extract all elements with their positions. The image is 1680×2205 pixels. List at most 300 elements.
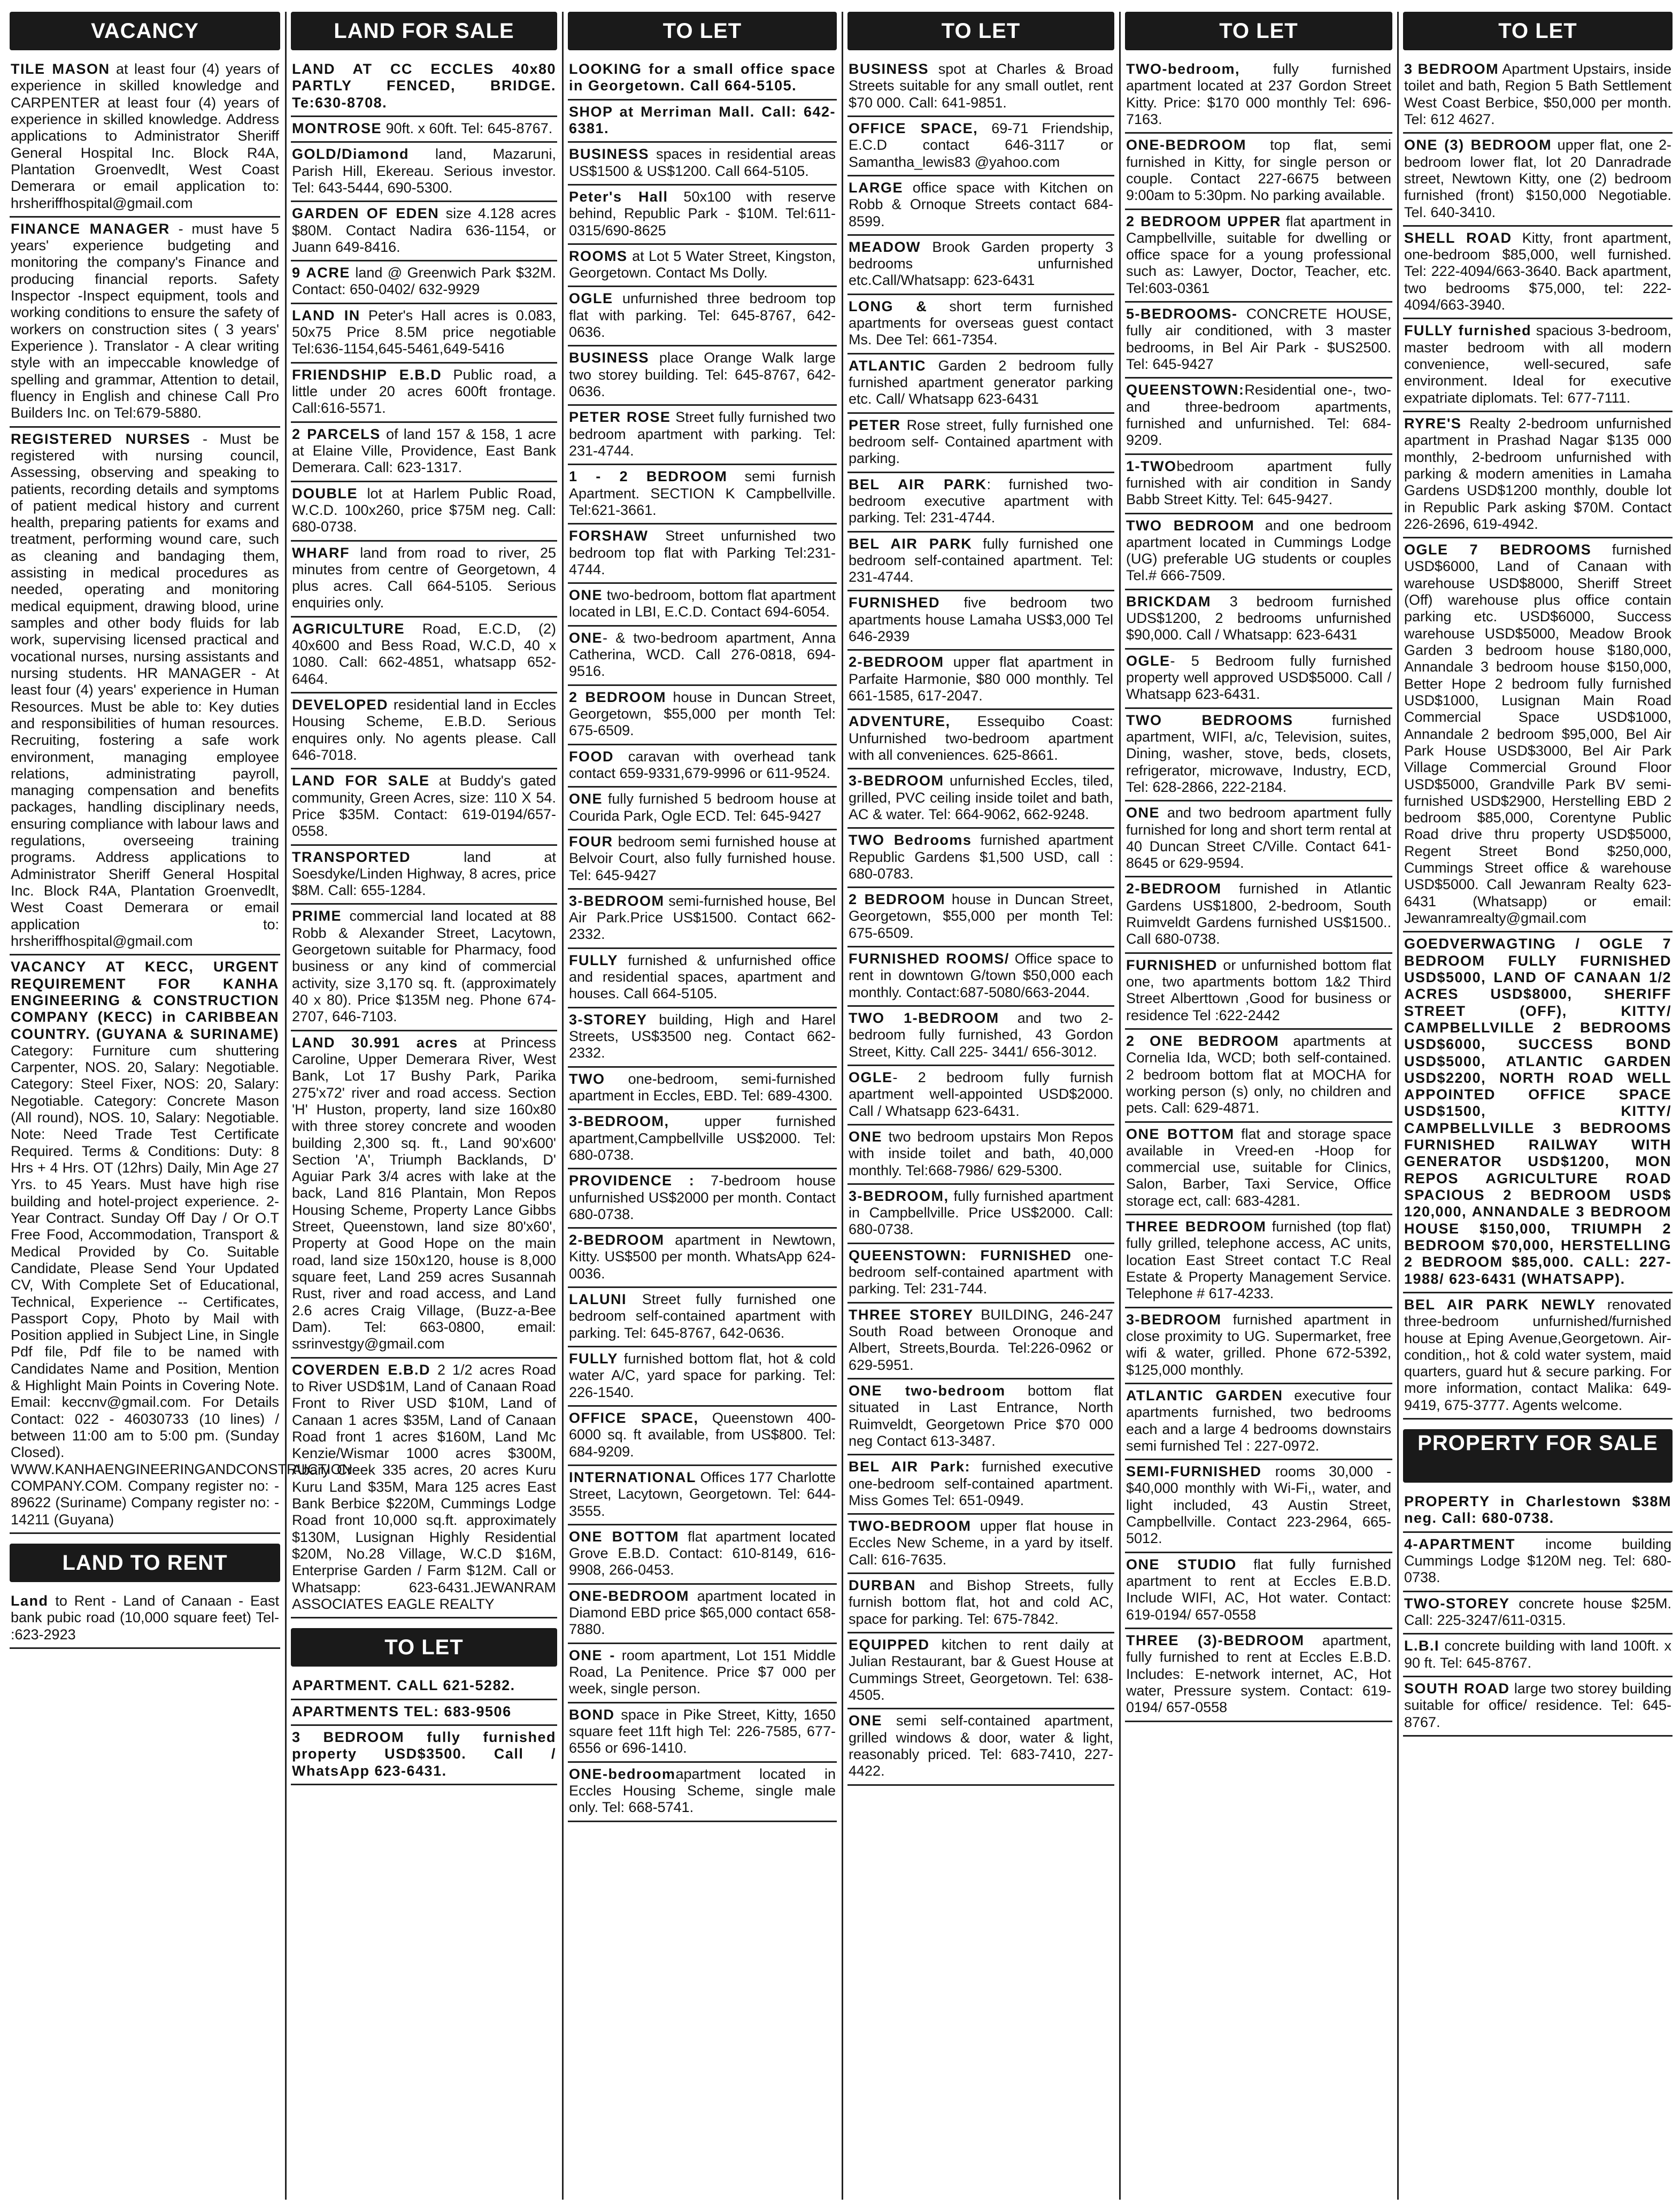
ad-body: semi furnish Apartment. SECTION K Campbellville. Tel:621-3661. bbox=[569, 468, 836, 518]
ad-body: Street fully furnished one bedroom self-contained apartment with parking. Tel: 645-8767, 642-0636. bbox=[569, 1291, 836, 1341]
classified-ad bbox=[568, 1703, 837, 1763]
classified-ad bbox=[568, 1229, 837, 1288]
ad-body: furnished USD$6000, Land of Canaan with warehouse USD$8000, Sheriff Street (Off) warehouse plus office contain parking etc. USD$6000, Success warehouse USD$5000, Meadow Brook Garden 3 bedroom house $180,000, Annandale 3 bedroom house $150,000, Better Hope 2 bedroom fully furnished USD$1000, Lusignan Main Road Commercial Space USD$1000, Annandale 2 bedroom $95,000, Bel Air Park House USD$3000, Bel Air Park Village Commercial Ground Floor USD$5000, Grandville Park BV semi- furnished USD$2900, Herstelling EBD 2 bedroom $85,000, Corentyne Public Road drive thru property USD$5000, Regent Street Bond $250,000, Cummings Street office & warehouse USD$5000. Call Jewanram Realty 623-6431 (Whatsapp) or email: Jewanramrealty@gmail.com bbox=[1404, 542, 1672, 926]
classified-ad bbox=[847, 414, 1114, 473]
ad-body: 69-71 Friendship, E.C.D contact 646-3117 or Samantha_lewis83 @yahoo.com bbox=[849, 120, 1113, 170]
classified-ad bbox=[568, 830, 837, 890]
classified-ad bbox=[291, 364, 557, 423]
ad-body: flat apartment located Grove E.B.D. Contact: 610-8149, 616-9908, 266-0453. bbox=[569, 1528, 836, 1578]
classified-ad bbox=[568, 1008, 837, 1068]
ad-body: renovated three-bedroom unfurnished/furnished house at Eping Avenue,Georgetown. Air-condition,, hot & cold water system, maid quarters, guard hut & secure parking. For more information, contact Malika: 649-9419, 675-3777. Agents welcome. bbox=[1404, 1296, 1671, 1413]
ad-lead: TWO-bedroom, bbox=[1126, 61, 1240, 77]
ad-lead: ONE bbox=[849, 1128, 883, 1145]
ad-body: furnished in Atlantic Gardens US$1800, 2-bedroom, South Ruimveldt Gardens furnished US$1500.. Call 680-0738. bbox=[1126, 881, 1391, 947]
section-header: TO LET bbox=[568, 12, 837, 50]
ad-lead: Peter's Hall bbox=[569, 188, 668, 205]
ad-body: and Bishop Streets, fully furnish bottom flat, hot and cold AC, space for parking. Tel: 675-7842. bbox=[849, 1577, 1113, 1627]
classified-ad bbox=[1125, 134, 1392, 210]
ad-body: residential land in Eccles Housing Scheme, E.B.D. Serious enquires only. No agents please. Call 646-7018. bbox=[292, 697, 556, 763]
classified-ad bbox=[847, 58, 1114, 117]
classified-ad bbox=[1125, 954, 1392, 1030]
ad-lead: OGLE bbox=[849, 1069, 893, 1085]
ad-lead: 3-BEDROOM bbox=[1126, 1311, 1222, 1328]
classified-ad bbox=[1125, 709, 1392, 802]
ad-lead: 1 - 2 BEDROOM bbox=[569, 468, 728, 485]
ad-lead: BEL AIR PARK bbox=[849, 535, 973, 552]
classified-ad bbox=[568, 465, 837, 525]
ad-lead: ONE STUDIO bbox=[1126, 1556, 1237, 1572]
ad-body: commercial land located at 88 Robb & Alexander Street, Lacytown, Georgetown suitable for Pharmacy, food business or any kind of commercial activity, size 3,170 sq. ft. (approximately 40 x 80). Price $135M neg. Phone 674-2707, 646-7103. bbox=[292, 908, 556, 1025]
classified-ad bbox=[1125, 877, 1392, 953]
ad-lead: WHARF bbox=[292, 544, 350, 561]
ad-lead: ONE bbox=[569, 629, 603, 646]
ad-lead: SEMI-FURNISHED bbox=[1126, 1463, 1262, 1480]
classified-ad bbox=[847, 473, 1114, 533]
classified-ad bbox=[1403, 1490, 1673, 1533]
classified-ad bbox=[568, 58, 837, 101]
ad-body: office space with Kitchen on Robb & Ornoque Streets contact 684-8599. bbox=[849, 179, 1113, 229]
ad-body: - must have 5 years' experience budgeting and monitoring the company's Finance and producing financial reports. Safety Inspector -Inspect equipment, tools and working conditions to ensure the safety of workers on construction sites ( 3 years' Experience ). Translator - A clear writing style with an impeccable knowledge of spelling and grammar, Attention to detail, fluency in English and chinese Call Pro Builders Inc. on Tel:679-5880. bbox=[11, 220, 279, 421]
ad-body: - & two-bedroom apartment, Anna Catherina, WCD. Call 276-0818, 694-9516. bbox=[569, 629, 836, 680]
ad-body: at Buddy's gated community, Green Acres, size: 110 X 54. Price $35M. Contact: 619-0194/657-0558. bbox=[292, 773, 556, 839]
classified-ad bbox=[847, 1455, 1114, 1515]
ad-lead: ROOMS bbox=[569, 248, 628, 264]
classified-ad bbox=[291, 1726, 557, 1785]
ad-lead: 5-BEDROOMS- bbox=[1126, 306, 1238, 322]
ad-lead: 4-APARTMENT bbox=[1404, 1536, 1515, 1552]
section-header: TO LET bbox=[291, 1628, 557, 1667]
ad-lead: ONE two-bedroom bbox=[849, 1382, 1006, 1399]
ad-lead: OFFICE SPACE, bbox=[569, 1409, 699, 1426]
ad-body: Offices 177 Charlotte Street, Lacytown, Georgetown. Tel: 644-3555. bbox=[569, 1469, 836, 1519]
classified-ad bbox=[10, 955, 353, 1534]
column-to-let-3 bbox=[1122, 12, 1396, 2200]
ad-lead: ONE (3) BEDROOM bbox=[1404, 137, 1552, 153]
classified-ad bbox=[10, 1590, 280, 1649]
classified-ad bbox=[847, 591, 1114, 651]
classified-ad bbox=[10, 58, 280, 218]
ad-body: building, High and Harel Streets, US$3500 neg. Contact 662-2332. bbox=[569, 1011, 836, 1061]
ad-lead: PETER bbox=[849, 417, 901, 433]
ad-body: upper furnished apartment,Campbellville US$2000. Tel: 680-0738. bbox=[569, 1113, 836, 1163]
ad-body: Peter's Hall acres is 0.083, 50x75 Price 8.5M price negotiable Tel:636-1154,645-5461,649-5416 bbox=[292, 307, 557, 357]
ad-lead: FULLY furnished bbox=[1404, 322, 1532, 339]
ad-lead: ATLANTIC GARDEN bbox=[1126, 1387, 1283, 1404]
classified-ad bbox=[1403, 412, 1673, 538]
classified-ad bbox=[1125, 801, 1392, 877]
ad-body: upper flat house in Eccles New Scheme, in a yard by itself. Call: 616-7635. bbox=[849, 1518, 1113, 1568]
ad-body: : furnished two-bedroom executive apartment with parking. Tel: 231-4744. bbox=[849, 476, 1113, 526]
classified-ad bbox=[568, 1068, 837, 1111]
ad-lead: QUEENSTOWN: FURNISHED bbox=[849, 1247, 1072, 1263]
classified-ad bbox=[847, 888, 1114, 947]
ad-body: apartment located in Diamond EBD price $65,000 contact 658-7880. bbox=[569, 1587, 836, 1638]
ad-body: caravan with overhead tank contact 659-9331,679-9996 or 611-9524. bbox=[569, 748, 836, 781]
ad-lead: OFFICE SPACE, bbox=[849, 120, 978, 136]
ad-body: 3 bedroom furnished UDS$1200, 2 bedrooms unfurnished $90,000. Call / Whatsapp: 623-6431 bbox=[1126, 593, 1391, 643]
classified-ad bbox=[1403, 538, 1673, 932]
ad-lead: COVERDEN E.B.D bbox=[292, 1361, 430, 1378]
classified-ad bbox=[10, 428, 280, 956]
ad-body: bedroom semi furnished house at Belvoir Court, also fully furnished house. Tel: 645-9427 bbox=[569, 833, 836, 883]
ad-lead: BEL AIR Park: bbox=[849, 1459, 970, 1475]
ad-body: upper flat apartment in Parfaite Harmonie, $80 000 monthly. Tel 661-1585, 617-2047. bbox=[849, 654, 1113, 704]
ad-body: large two storey building suitable for office/ residence. Tel: 645-8767. bbox=[1404, 1680, 1671, 1730]
ad-body: - 5 Bedroom fully furnished property well approved USD$5000. Call / Whatsapp 623-6431. bbox=[1126, 652, 1391, 703]
ad-lead: QUEENSTOWN: bbox=[1126, 382, 1245, 398]
ad-body: rooms 30,000 - $40,000 monthly with Wi-Fi,, water, and light included, 43 Austin Street, Campbellville. Contact 223-2964, 665-5012. bbox=[1126, 1463, 1391, 1547]
ad-lead: GARDEN OF EDEN bbox=[292, 205, 440, 222]
ad-lead: GOEDVERWAGTING / OGLE 7 BEDROOM FULLY FURNISHED USD$5000, LAND OF CANAAN 1/2 ACRES USD$8000, SHERIFF STREET (OFF), KITTY/ CAMPBELLVILLE 2 BEDROOMS USD$6000, SUCCESS BOND USD$5000, ATLANTIC GARDEN USD$2200, NORTH ROAD WELL APPOINTED OFFICE SPACE USD$1500, KITTY/ CAMPBELLVILLE 3 BEDROOMS FURNISHED RAILWAY WITH GENERATOR USD$1200, MON REPOS AGRICULTURE ROAD SPACIOUS 2 BEDROOM USD$ 120,000, ANNANDALE 3 BEDROOM HOUSE $150,000, TRIUMPH 2 BEDROOM $70,000, HERSTELLING 2 BEDROOM $85,000. CALL: 227-1988/ 623-6431 (WHATSAPP). bbox=[1404, 936, 1671, 1287]
ad-body: apartment, fully furnished to rent at Eccles E.B.D. Includes: E-network internet, AC, Hot water, Pressure system. Contact: 619-0194/ 657-0558 bbox=[1126, 1632, 1391, 1716]
ad-lead: ONE-BEDROOM bbox=[569, 1587, 689, 1604]
classified-ad bbox=[847, 1304, 1114, 1379]
ad-lead: LAND 30.991 acres bbox=[292, 1034, 458, 1051]
ad-lead: EQUIPPED bbox=[849, 1637, 930, 1653]
ad-lead: 3-BEDROOM, bbox=[849, 1188, 949, 1204]
ad-body: house in Duncan Street, Georgetown, $55,000 per month Tel: 675-6509. bbox=[569, 689, 836, 739]
ad-lead: OGLE bbox=[569, 290, 613, 307]
ad-body: semi-furnished house, Bel Air Park.Price US$1500. Contact 662-2332. bbox=[569, 892, 836, 943]
ad-lead: TWO 1-BEDROOM bbox=[849, 1010, 999, 1026]
ad-body: furnished apartment in close proximity to UG. Supermarket, free wifi & water, grilled. Phone 672-5392, $125,000 monthly. bbox=[1126, 1311, 1391, 1378]
ad-lead: ADVENTURE, bbox=[849, 713, 951, 730]
classified-ad bbox=[1125, 650, 1392, 709]
ad-lead: 2 BEDROOM bbox=[849, 891, 946, 908]
classified-ad bbox=[1125, 58, 1392, 134]
column-divider bbox=[285, 12, 287, 2200]
ad-body: at Princess Caroline, Upper Demerara River, West Bank, Lot 17 Bushy Park, Parika 275'x72' river and road access. Section 'H' Huston, property, land size 160x80 with three storey concrete and wooden building 2,300 sq. ft., Land 90'x600' Section 'A', Triumph Backlands, D' Aguiar Park 3/4 acres with lake at the back, Land 816 Plantain, Mon Repos Housing Scheme, Property Lance Gibbs Street, Queenstown, land size 80'x60', Property at Good Hope on the main road, land size 150x120, house is 8,000 square feet, Land 259 acres Susannah Rust, river and road access, and Land 2.6 acres Craig Village, (Buzz-a-Bee Dam). Tel: 663-0800, email: ssrinvestgy@gmail.com bbox=[292, 1034, 556, 1352]
ad-body: spacious 3-bedroom, master bedroom with all modern convenience, well-secured, safe environment. Ideal for executive expatriate diplomats. Tel: 677-7111. bbox=[1404, 322, 1671, 406]
ad-body: spot at Charles & Broad Streets suitable for any small outlet, rent $70 000. Call: 641-9851. bbox=[849, 61, 1113, 111]
ad-lead: TWO Bedrooms bbox=[849, 832, 972, 849]
classified-ad bbox=[1403, 1677, 1673, 1737]
ad-body: place Orange Walk large two storey building. Tel: 645-8767, 642-0636. bbox=[569, 350, 836, 399]
classified-ad bbox=[1403, 134, 1673, 227]
ad-body: and two bedroom apartment fully furnished for long and short term rental at 40 Duncan Street C/Ville. Contact 641-8645 or 629-9594. bbox=[1126, 805, 1391, 872]
ad-lead: TWO BEDROOMS bbox=[1126, 712, 1293, 728]
ad-lead: DEVELOPED bbox=[292, 697, 389, 713]
classified-ad bbox=[291, 58, 557, 117]
classified-ad bbox=[1125, 1123, 1392, 1216]
ad-lead: RYRE'S bbox=[1404, 415, 1462, 431]
classified-ad bbox=[847, 354, 1114, 414]
ad-lead: SOUTH ROAD bbox=[1404, 1680, 1510, 1697]
ad-body: - 2 bedroom fully furnish apartment well-appointed USD$2000. Call / Whatsapp 623-6431. bbox=[849, 1069, 1113, 1119]
ad-lead: REGISTERED NURSES bbox=[11, 430, 191, 447]
classified-ad bbox=[847, 1574, 1114, 1633]
classified-ad bbox=[291, 304, 557, 364]
ad-body: unfurnished three bedroom top flat with parking. Tel: 645-8767, 642-0636. bbox=[569, 290, 836, 341]
section-header: VACANCY bbox=[10, 12, 280, 50]
classified-ad bbox=[847, 947, 1114, 1007]
ad-body: Residential one-, two- and three-bedroom apartments, furnished and unfurnished. Tel: 684-9209. bbox=[1126, 382, 1391, 449]
classified-ad bbox=[1125, 1460, 1392, 1553]
ad-body: Apartment Upstairs, inside toilet and bath, Region 5 Bath Settlement West Coast Berbice, $50,000 per month. Tel: 612 4627. bbox=[1404, 61, 1671, 127]
ad-body: land, Mazaruni, Parish Hill, Ekereau. Serious investor. Tel: 643-5444, 690-5300. bbox=[292, 146, 556, 196]
classified-ad bbox=[291, 117, 557, 143]
ad-body: short term furnished apartments for overseas guest contact Ms. Dee Tel: 661-7354. bbox=[849, 298, 1113, 348]
classified-ad bbox=[568, 186, 837, 245]
ad-body: Street fully furnished two bedroom apartment with parking. Tel: 231-4744. bbox=[569, 409, 836, 459]
classified-ad bbox=[568, 627, 837, 686]
classified-ad bbox=[847, 710, 1114, 769]
ad-body: five bedroom two apartments house Lamaha US$3,000 Tel 646-2939 bbox=[849, 595, 1113, 645]
ad-body: land at Soesdyke/Linden Highway, 8 acres, price $8M. Call: 655-1284. bbox=[292, 849, 556, 899]
ad-lead: 3 BEDROOM bbox=[1404, 61, 1499, 77]
ad-lead: ATLANTIC bbox=[849, 357, 926, 374]
ad-body: apartments at Cornelia Ida, WCD; both self-contained. 2 bedroom bottom flat at MOCHA for working person (s) only, no children and pets. Call: 629-4871. bbox=[1126, 1032, 1391, 1116]
ad-body: Essequibo Coast: Unfurnished two-bedroom apartment with all conveniences. 625-8661. bbox=[849, 713, 1113, 763]
ad-lead: FOUR bbox=[569, 833, 613, 850]
ad-body: Garden 2 bedroom fully furnished apartment generator parking etc. Call/ Whatsapp 623-6431 bbox=[849, 357, 1113, 407]
ad-body: concrete building with land 100ft. x 90 ft. Tel: 645-8767. bbox=[1404, 1638, 1671, 1671]
ad-body: size 4.128 acres $80M. Contact Nadira 636-1154, or Juann 649-8416. bbox=[292, 205, 556, 255]
ad-body: Office space to rent in downtown G/town $50,000 each monthly. Contact:687-5080/663-2044. bbox=[849, 951, 1113, 1000]
ad-body: flat fully furnished apartment to rent at Eccles E.B.D. Include WIFI, AC, Hot water. Contact: 619-0194/ 657-0558 bbox=[1126, 1556, 1391, 1623]
classified-ad bbox=[1125, 1308, 1392, 1384]
ad-lead: 9 ACRE bbox=[292, 265, 350, 281]
ad-body: to Rent - Land of Canaan - East bank pubic road (10,000 square feet) Tel- :623-2923 bbox=[11, 1592, 279, 1643]
ad-body: Rose street, fully furnished one bedroom self- Contained apartment with parking. bbox=[849, 417, 1113, 467]
classified-ad bbox=[291, 1700, 557, 1726]
ad-lead: PETER ROSE bbox=[569, 409, 671, 426]
ad-lead: FOOD bbox=[569, 748, 614, 765]
ad-body: fully furnished apartment located at 237 Gordon Street Kitty. Price: $170 000 monthly Tel: 696-7163. bbox=[1126, 61, 1391, 127]
ad-body: furnished (top flat) fully grilled, telephone access, AC units, location East Street contact T.C Real Estate & Property Management Service. Telephone # 617-4233. bbox=[1126, 1219, 1391, 1302]
classified-ad bbox=[568, 745, 837, 788]
classified-ad bbox=[291, 542, 557, 618]
ad-lead: FINANCE MANAGER bbox=[11, 220, 170, 237]
ad-lead: DOUBLE bbox=[292, 485, 358, 502]
ad-body: fully furnished 5 bedroom house at Courida Park, Ogle ECD. Tel: 645-9427 bbox=[569, 791, 836, 824]
ad-lead: VACANCY AT KECC, URGENT REQUIREMENT FOR KANHA ENGINEERING & CONSTRUCTION COMPANY (KECC) in CARIBBEAN COUNTRY. (GUYANA & SURINAME) bbox=[11, 959, 279, 1042]
ad-body: space in Pike Street, Kitty, 1650 square feet 11ft high Tel: 226-7585, 677-6556 or 696-1410. bbox=[569, 1706, 836, 1756]
ad-lead: LONG & bbox=[849, 298, 928, 314]
classified-ad bbox=[291, 202, 557, 261]
ad-lead: SHOP at Merriman Mall. Call: 642-6381. bbox=[569, 103, 836, 136]
classified-ad bbox=[1125, 455, 1392, 514]
ad-body: furnished apartment, WIFI, a/c, Television, suites, Dining, washer, stove, beds, closets, refrigerator, microwave, Industry, ECD, Tel: 628-2866, 222-2184. bbox=[1126, 712, 1391, 795]
classified-ad bbox=[291, 769, 557, 845]
ad-lead: PROPERTY in Charlestown $38M neg. Call: 680-0738. bbox=[1404, 1493, 1671, 1526]
ad-lead: TWO-STOREY bbox=[1404, 1595, 1510, 1612]
classified-ad bbox=[847, 295, 1114, 354]
ad-body: 2 1/2 acres Road to River USD$1M, Land of Canaan Road Front to River USD $10M, Land of Canaan 1 acres $35M, Land of Canaan Road front 1 acres $160M, Land Mc Kenzie/Wismar 1000 acres $300M, Abary Creek 335 acres, 20 acres Kuru Kuru Land $35M, Mara 125 acres East Bank Berbice $220M, Cummings Lodge Road front 10,000 sq.ft. approximately $130M, Lusignan Highly Residential $20M, No.28 Village, W.C.D $16M, Enterprise Garden / Farm $12M. Call or Whatsapp: 623-6431.JEWANRAM ASSOCIATES EAGLE REALTY bbox=[292, 1361, 556, 1612]
classified-ad bbox=[568, 1763, 837, 1822]
classified-ad bbox=[568, 1644, 837, 1703]
classified-ad bbox=[1125, 1553, 1392, 1629]
ad-lead: 3-BEDROOM, bbox=[569, 1113, 669, 1130]
classified-ad bbox=[291, 618, 557, 693]
classified-ad bbox=[1403, 319, 1673, 412]
classified-ad bbox=[291, 846, 557, 905]
ad-lead: TRANSPORTED bbox=[292, 849, 411, 865]
classified-ad bbox=[291, 482, 557, 542]
ad-lead: LAND AT CC ECCLES 40x80 PARTLY FENCED, BRIDGE. Te:630-8708. bbox=[292, 61, 556, 111]
ad-body: 7-bedroom house unfurnished US$2000 per month. Contact 680-0738. bbox=[569, 1173, 836, 1222]
classified-ad bbox=[1403, 1592, 1673, 1635]
classified-ad bbox=[847, 829, 1114, 888]
classified-ad bbox=[847, 1633, 1114, 1709]
ad-body: land from road to river, 25 minutes from centre of Georgetown, 4 plus acres. Call 664-5105. Serious enquiries only. bbox=[292, 544, 556, 611]
ad-lead: OGLE 7 BEDROOMS bbox=[1404, 542, 1592, 558]
classified-ad bbox=[1403, 227, 1673, 320]
classified-ad bbox=[568, 346, 837, 406]
ad-body: CONCRETE HOUSE, fully air conditioned, with 3 master bedrooms, in Bel Air Park - $US2500. Tel: 645-9427 bbox=[1126, 306, 1391, 372]
section-header: TO LET bbox=[1403, 12, 1673, 50]
ad-lead: LARGE bbox=[849, 179, 903, 196]
classified-ad bbox=[291, 693, 557, 769]
ad-lead: ONE bbox=[569, 791, 603, 807]
ad-lead: FURNISHED bbox=[849, 595, 941, 611]
ad-lead: MONTROSE bbox=[292, 120, 382, 136]
ad-lead: ONE-BEDROOM bbox=[1126, 137, 1246, 153]
classified-ad bbox=[847, 769, 1114, 829]
column-to-let-1 bbox=[565, 12, 840, 2200]
ad-lead: APARTMENTS TEL: 683-9506 bbox=[292, 1703, 512, 1720]
classified-ad bbox=[568, 1525, 837, 1585]
ad-lead: 2-BEDROOM bbox=[1126, 881, 1222, 897]
ad-body: furnished bottom flat, hot & cold water A/C, yard space for parking. Tel: 226-1540. bbox=[569, 1351, 836, 1400]
ad-lead: BEL AIR PARK bbox=[849, 476, 987, 492]
classified-ad bbox=[1125, 210, 1392, 303]
ad-lead: LAND FOR SALE bbox=[292, 773, 430, 789]
ad-body: house in Duncan Street, Georgetown, $55,000 per month Tel: 675-6509. bbox=[849, 891, 1113, 941]
ad-lead: L.B.I bbox=[1404, 1638, 1439, 1654]
ad-lead: OGLE bbox=[1126, 652, 1170, 669]
ad-lead: THREE (3)-BEDROOM bbox=[1126, 1632, 1305, 1648]
classified-ad bbox=[291, 261, 557, 304]
classified-ad bbox=[568, 788, 837, 830]
ad-body: of land 157 & 158, 1 acre at Elaine Ville, Providence, East Bank Demerara. Call: 623-1317. bbox=[292, 426, 556, 476]
ad-lead: TILE MASON bbox=[11, 61, 110, 77]
ad-lead: LOOKING for a small office space in Georgetown. Call 664-5105. bbox=[569, 61, 836, 94]
ad-lead: BUSINESS bbox=[569, 146, 650, 163]
classified-ad bbox=[847, 176, 1114, 236]
classified-ad bbox=[291, 143, 557, 202]
ad-lead: THREE BEDROOM bbox=[1126, 1219, 1267, 1235]
ad-lead: 3-STOREY bbox=[569, 1011, 648, 1028]
ad-body: spaces in residential areas US$1500 & US$1200. Call 664-5105. bbox=[569, 146, 836, 179]
ad-lead: FURNISHED bbox=[1126, 957, 1218, 973]
ad-lead: FURNISHED ROOMS/ bbox=[849, 951, 1009, 967]
classified-ad bbox=[568, 1585, 837, 1644]
ad-lead: BUSINESS bbox=[569, 350, 650, 366]
ad-body: - Must be registered with nursing council, Assessing, observing and speaking to patients, recording details and symptoms of patient medical history and current health, preparing patients for exams and treatment, performing wound care, such as cleaning and bandaging them, assisting in medical procedures as needed, operating and monitoring medical equipment, drawing blood, urine samples and other body fluids for lab work, supervising licensed practical and vocational nurses, nursing assistants and nursing students. HR MANAGER - At least four (4) years' experience in Human Resources. Must be able to: Key duties and responsibilities of human resources. Recruiting, fostering a safe work environment, managing employee relations, administrating payroll, managing compensation and benefits packages, handling disciplinary needs, ensuring compliance with labour laws and regulations, overseeing training programs. Address applications to Administrator Sheriff General Hospital Inc. Block R4A, Plantation Groenvedlt, West Coast Demerara or email application to: hrsheriffhospital@gmail.com bbox=[11, 430, 279, 949]
ad-lead: 3-BEDROOM bbox=[849, 773, 944, 789]
ad-lead: PROVIDENCE : bbox=[569, 1173, 695, 1189]
ad-lead: 1-TWO bbox=[1126, 458, 1177, 474]
ad-body: furnished executive one-bedroom self-contained apartment. Miss Gomes Tel: 651-0949. bbox=[849, 1459, 1113, 1508]
classified-ad bbox=[10, 218, 280, 428]
ad-lead: MEADOW bbox=[849, 238, 921, 255]
ad-lead: AGRICULTURE bbox=[292, 620, 405, 637]
ad-body: room apartment, Lot 151 Middle Road, La Penitence. Price $7 000 per week, single person. bbox=[569, 1647, 836, 1697]
ad-lead: TWO bbox=[569, 1070, 605, 1087]
ad-body: upper flat, one 2-bedroom lower flat, lot 20 Danradrade street, Newtown Kitty, one (2) bedroom furnished (front) $150,000 Negotiable. Tel. 640-3410. bbox=[1404, 137, 1671, 220]
classified-ad bbox=[1403, 1293, 1673, 1420]
ad-body: one-bedroom, semi-furnished apartment in Eccles, EBD. Tel: 689-4300. bbox=[569, 1070, 836, 1104]
ad-lead: 2 ONE BEDROOM bbox=[1126, 1032, 1280, 1049]
ad-body: land @ Greenwich Park $32M. Contact: 650-0402/ 632-9929 bbox=[292, 265, 556, 298]
classified-ad bbox=[847, 1515, 1114, 1574]
classified-ad bbox=[568, 584, 837, 627]
ad-body: 90ft. x 60ft. Tel: 645-8767. bbox=[382, 120, 553, 136]
classified-ad bbox=[1125, 590, 1392, 650]
section-header: PROPERTY FOR SALE bbox=[1403, 1429, 1673, 1483]
classified-ad bbox=[568, 1347, 837, 1407]
ad-lead: 3-BEDROOM bbox=[569, 892, 665, 909]
classified-ad bbox=[568, 1169, 837, 1229]
classified-ad bbox=[568, 1288, 837, 1347]
ad-body: flat apartment in Campbellville, suitable for dwelling or office space for a young professional such as: Lawyer, Doctor, Teacher, etc. Tel:603-0361 bbox=[1126, 213, 1391, 296]
ad-lead: ONE BOTTOM bbox=[569, 1528, 680, 1545]
ad-lead: INTERNATIONAL bbox=[569, 1469, 696, 1485]
classified-ad bbox=[1125, 379, 1392, 454]
classified-ad bbox=[568, 1110, 837, 1169]
ad-body: unfurnished Eccles, tiled, grilled, PVC ceiling inside toilet and bath, AC & water. Tel: 664-9062, 662-9248. bbox=[849, 773, 1113, 822]
ad-lead: DURBAN bbox=[849, 1577, 916, 1594]
column-divider bbox=[1397, 12, 1399, 2200]
column-divider bbox=[1119, 12, 1121, 2200]
ad-body: furnished apartment Republic Gardens $1,500 USD, call : 680-0783. bbox=[849, 832, 1113, 882]
ad-lead: TWO-BEDROOM bbox=[849, 1518, 972, 1535]
classified-ad bbox=[847, 651, 1114, 710]
ad-lead: FRIENDSHIP E.B.D bbox=[292, 366, 442, 383]
ad-body: Queenstown 400-6000 sq. ft available, from US$800. Tel: 684-9209. bbox=[569, 1409, 836, 1460]
classified-ad bbox=[568, 686, 837, 745]
classified-ad bbox=[291, 423, 557, 482]
classified-ad bbox=[1125, 1629, 1392, 1722]
classified-ad bbox=[568, 245, 837, 288]
ad-body: kitchen to rent daily at Julian Restaurant, bar & Guest House at Cummings Street, Georgetown. Tel: 638-4505. bbox=[849, 1637, 1113, 1703]
ad-lead: 2-BEDROOM bbox=[849, 654, 944, 670]
classified-ad bbox=[847, 1066, 1114, 1125]
classified-ad bbox=[1125, 1030, 1392, 1123]
ad-body: executive four apartments furnished, two bedrooms each and a large 4 bedrooms downstairs semi furnished Tel : 227-0972. bbox=[1126, 1387, 1391, 1454]
ad-lead: LAND IN bbox=[292, 307, 360, 323]
ad-body: Realty 2-bedroom unfurnished apartment in Prashad Nagar $135 000 monthly, 2-bedroom unfurnished with parking & modern amenities in Lamaha Gardens USD$1200 monthly, double lot in Republic Park asking $70M. Contact 226-2696, 619-4942. bbox=[1404, 415, 1671, 532]
ad-body: Category: Furniture cum shuttering Carpenter, NOS. 20, Salary: Negotiable. Category: Steel Fixer, NOS: 20, Salary: Negotiable. Category: Concrete Mason (All round), NOS. 10, Salary: Negotiable. Note: Need Trade Test Certificate Required. Terms & Conditions: Duty: 8 Hrs + 4 Hrs. OT (12hrs) Daily, Min Age 27 Yrs. to 45 Years. Must have high rise building and hotel-project experience. 2-Year Contract. Sunday Off Day / Or O.T Free Food, Accommodation, Transport & Medical Provided by Co. Suitable Candidate, Please Send Your Updated CV, With Complete Set of Educational, Technical, Experience -- Certificates, Passport Copy, Photo by Mail with Position applied in Subject Line, in Single Pdf file, Pdf file to be named with Candidates Name and Position, Mention & Highlight Main Points in Covering Note. Email: keccnv@gmail.com. For Details Contact: 022 - 46030733 (10 lines) / between 11:00 am to 5:00 pm. (Sunday Closed). WWW.KANHAENGINEERINGANDCONSTRUCTION COMPANY.COM. Company register no: - 89622 (Suriname) Company register no: - 14211 (Guyana) bbox=[11, 1042, 353, 1528]
ad-body: and one bedroom apartment located in Cummings Lodge (UG) preferable UG students or couples Tel.# 666-7509. bbox=[1126, 517, 1391, 584]
ad-body: Public road, a little under 20 acres 600ft frontage. Call:616-5571. bbox=[292, 366, 556, 417]
ad-body: apartment in Newtown, Kitty. US$500 per month. WhatsApp 624-0036. bbox=[569, 1232, 836, 1282]
classified-ad bbox=[568, 1407, 837, 1466]
classified-ad bbox=[568, 287, 837, 346]
classified-ad bbox=[847, 533, 1114, 592]
ad-lead: ONE - bbox=[569, 1647, 615, 1663]
ad-lead: BUSINESS bbox=[849, 61, 929, 77]
ad-body: BUILDING, 246-247 South Road between Oronoque and Albert, Streets,Bourda. Tel:226-0962 or 629-5951. bbox=[849, 1306, 1113, 1373]
classified-ad bbox=[568, 525, 837, 584]
column-to-let-4 bbox=[1400, 12, 1676, 2200]
column-divider bbox=[562, 12, 564, 2200]
ad-body: two-bedroom, bottom flat apartment located in LBI, E.C.D. Contact 694-6054. bbox=[569, 587, 836, 620]
classified-ad bbox=[291, 1031, 557, 1359]
ad-lead: 3 BEDROOM fully furnished property USD$3500. Call / WhatsApp 623-6431. bbox=[292, 1729, 556, 1779]
ad-lead: FULLY bbox=[569, 1351, 619, 1367]
ad-body: flat and storage space available in Vreed-en -Hoop for commercial use, suitable for Clinics, Salon, Barber, Taxi Service, Office storage ect, call: 683-4281. bbox=[1126, 1125, 1391, 1209]
ad-lead: ONE BOTTOM bbox=[1126, 1125, 1235, 1142]
ad-lead: BEL AIR PARK NEWLY bbox=[1404, 1296, 1596, 1313]
ad-body: at Lot 5 Water Street, Kingston, Georgetown. Contact Ms Dolly. bbox=[569, 248, 836, 281]
classified-ad bbox=[291, 1359, 557, 1619]
ad-body: Street unfurnished two bedroom top flat with Parking Tel:231-4744. bbox=[569, 528, 836, 577]
ad-body: top flat, semi furnished in Kitty, for single person or couple. Contact 227-6675 between 9:00am to 5:30pm. No parking available. bbox=[1126, 137, 1391, 204]
ad-lead: LALUNI bbox=[569, 1291, 627, 1308]
section-header: LAND FOR SALE bbox=[291, 12, 557, 50]
